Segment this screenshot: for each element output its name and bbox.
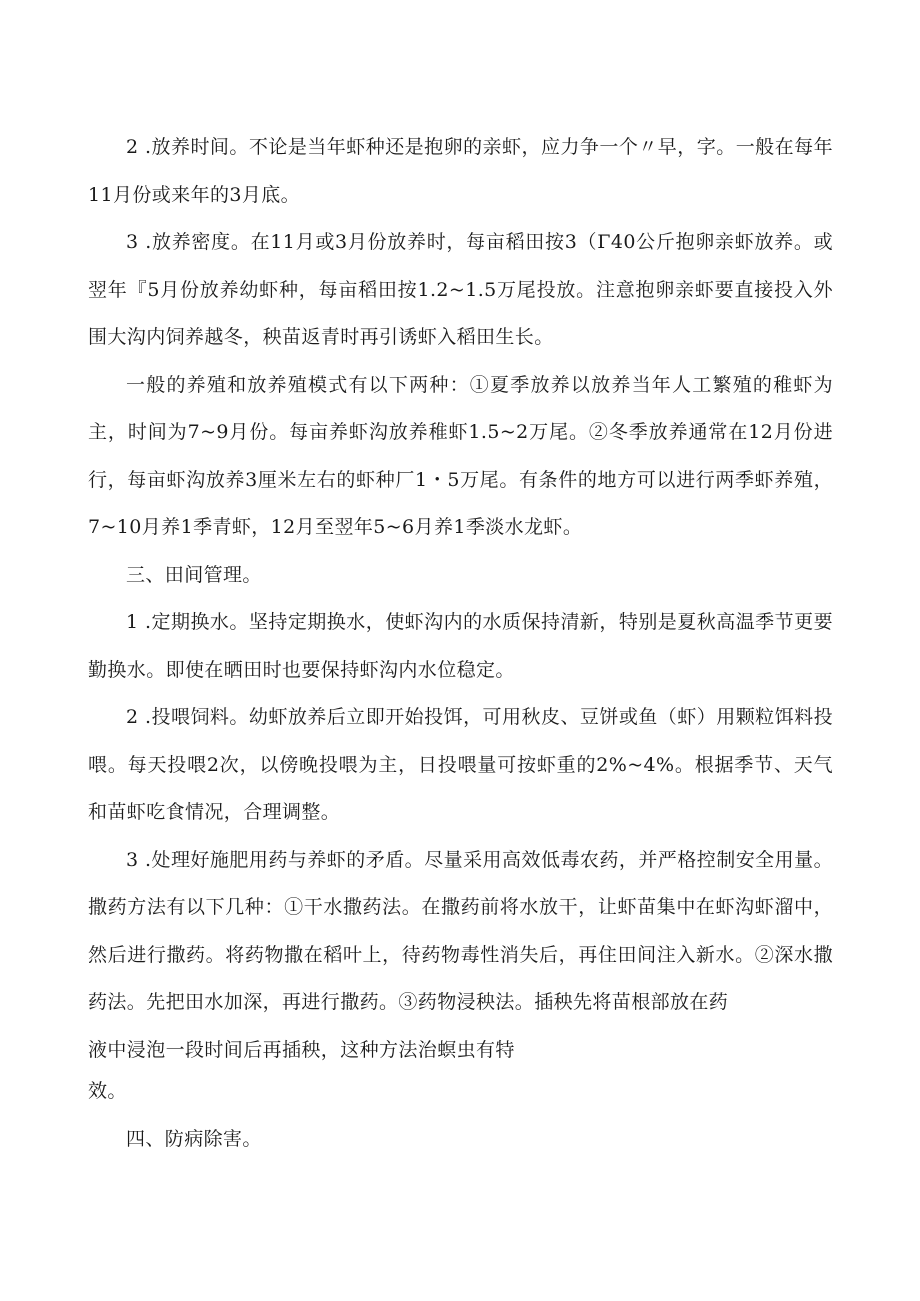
paragraph-water-exchange: 1 .定期换水。坚持定期换水，使虾沟内的水质保持清新，特别是夏秋高温季节更要勤换水。即使在晒田时也要保持虾沟内水位稳定。 [88, 611, 833, 681]
paragraph-pesticide-tail [88, 1027, 833, 1109]
paragraph-feeding: 2 .投喂饲料。幼虾放养后立即开始投饵，可用秋皮、豆饼或鱼（虾）用颗粒饵料投喂。每天投喂2次，以傍晚投喂为主，日投喂量可按虾重的2%~4%。根据季节、天气和苗虾吃食情况，合理调整。 [88, 706, 833, 823]
pesticide-tail-line-2: 效。 [88, 1080, 127, 1102]
pesticide-tail-line-1: 液中浸泡一段时间后再插秧，这种方法治螟虫有特 [88, 1038, 515, 1061]
paragraph-farming-modes: 一般的养殖和放养殖模式有以下两种：①夏季放养以放养当年人工繁殖的稚虾为主，时间为7~9月份。每亩养虾沟放养稚虾1.5~2万尾。②冬季放养通常在12月份进行，每亩虾沟放养3厘米左右的虾种厂1・5万尾。有条件的地方可以进行两季虾养殖，7~10月养1季青虾，12月至翌年5~6月养1季淡水龙虾。 [88, 373, 833, 538]
section-heading-field-management: 三、田间管理。 [126, 563, 262, 586]
paragraph-stocking-density: 3 .放养密度。在11月或3月份放养时，每亩稻田按3（Γ40公斤抱卵亲虾放养。或翌年『5月份放养幼虾种，每亩稻田按1.2~1.5万尾投放。注意抱卵亲虾要直接投入外围大沟内饲养越冬，秧苗返青时再引诱虾入稻田生长。 [88, 231, 833, 348]
section-heading-disease-prevention: 四、防病除害。 [126, 1128, 262, 1150]
paragraph-pesticide-handling: 3 .处理好施肥用药与养虾的矛盾。尽量采用高效低毒农药，并严格控制安全用量。撒药方法有以下几种：①干水撒药法。在撒药前将水放干，让虾苗集中在虾沟虾溜中，然后进行撒药。将药物撒在稻叶上，待药物毒性消失后，再住田间注入新水。②深水撒药法。先把田水加深，再进行撒药。③药物浸秧法。插秧先将苗根部放在药 [88, 848, 833, 1013]
paragraph-stocking-time: 2 .放养时间。不论是当年虾种还是抱卵的亲虾，应力争一个〃早，字。一般在每年11月份或来年的3月底。 [88, 136, 833, 206]
document-body [88, 124, 833, 1164]
